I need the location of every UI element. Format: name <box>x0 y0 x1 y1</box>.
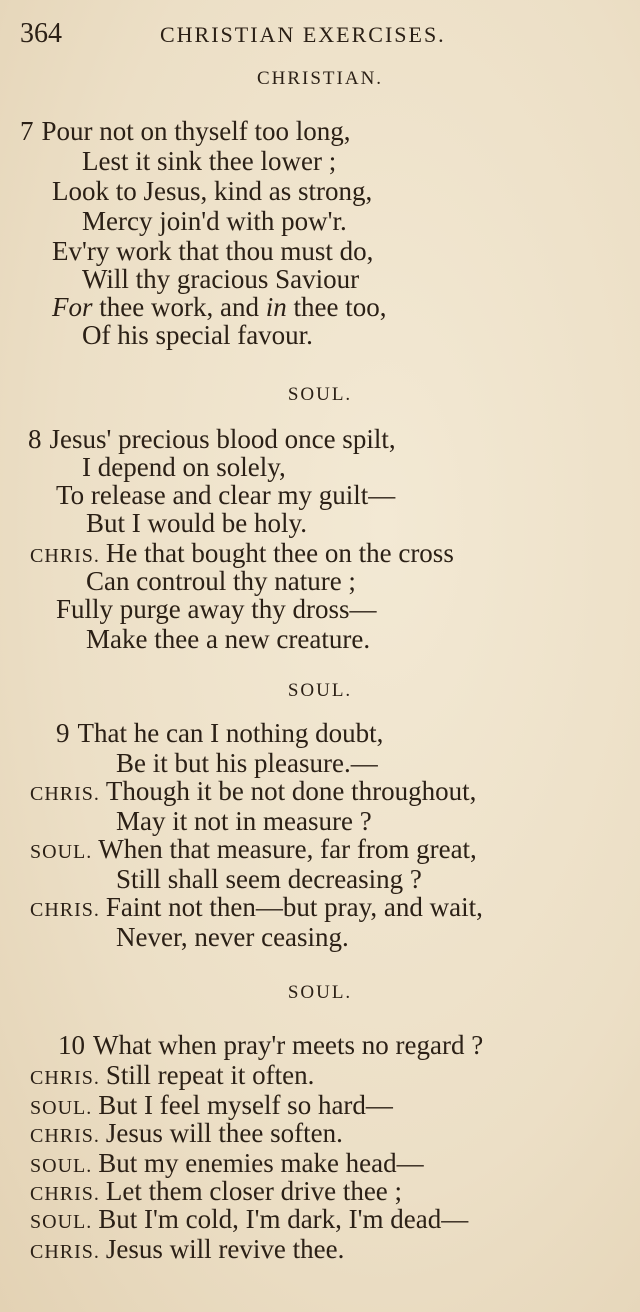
verse-text: Though it be not done throughout, <box>105 776 477 806</box>
page-number: 364 <box>20 18 62 49</box>
verse-text: thee work, and <box>92 292 266 322</box>
italic-word: in <box>265 292 287 322</box>
verse-line <box>30 834 477 865</box>
speaker-label: CHRIS. <box>30 783 100 805</box>
verse-line <box>30 1148 424 1179</box>
verse-line: Be it but his pleasure.— <box>116 748 378 778</box>
verse-text: Still repeat it often. <box>105 1060 315 1090</box>
verse-line <box>58 1030 483 1061</box>
verse-line <box>30 892 483 923</box>
verse-text: Let them closer drive thee ; <box>105 1176 403 1206</box>
verse-text: Jesus will revive thee. <box>105 1234 345 1264</box>
verse-text: What when pray'r meets no regard ? <box>93 1030 484 1060</box>
verse-number: 10 <box>58 1030 85 1060</box>
speaker-heading: SOUL. <box>287 982 353 1003</box>
speaker-label: CHRIS. <box>30 1067 100 1089</box>
verse-line <box>30 1118 343 1149</box>
speaker-heading: SOUL. <box>287 384 353 405</box>
speaker-label: SOUL. <box>30 841 93 863</box>
speaker-heading: SOUL. <box>287 680 353 701</box>
verse-line <box>28 424 396 455</box>
speaker-label: CHRIS. <box>30 1241 100 1263</box>
verse-line: Fully purge away thy dross— <box>56 594 377 624</box>
verse-text: But I'm cold, I'm dark, I'm dead— <box>98 1204 469 1234</box>
verse-line: Of his special favour. <box>82 320 313 350</box>
verse-line <box>30 538 454 569</box>
verse-text: When that measure, far from great, <box>98 834 477 864</box>
verse-line <box>20 116 351 147</box>
verse-line: Will thy gracious Saviour <box>82 264 360 294</box>
verse-line <box>30 1234 344 1265</box>
verse-line: Never, never ceasing. <box>116 922 349 952</box>
verse-line: May it not in measure ? <box>116 806 372 836</box>
verse-text: He that bought thee on the cross <box>105 538 454 568</box>
speaker-label: CHRIS. <box>30 899 100 921</box>
verse-line: I depend on solely, <box>82 452 286 482</box>
verse-text: That he can I nothing doubt, <box>77 718 384 748</box>
verse-text: thee too, <box>286 292 387 322</box>
verse-line <box>30 1060 314 1091</box>
speaker-label: SOUL. <box>30 1155 93 1177</box>
verse-number: 8 <box>28 424 42 454</box>
verse-line: To release and clear my guilt— <box>56 480 396 510</box>
verse-line: Can controul thy nature ; <box>86 566 356 596</box>
verse-line: Make thee a new creature. <box>86 624 371 654</box>
verse-line: Ev'ry work that thou must do, <box>52 236 374 266</box>
verse-text: Jesus will thee soften. <box>105 1118 343 1148</box>
verse-line: Mercy join'd with pow'r. <box>82 206 347 236</box>
speaker-label: CHRIS. <box>30 545 100 567</box>
speaker-heading: CHRISTIAN. <box>256 68 384 89</box>
running-title: CHRISTIAN EXERCISES. <box>160 22 446 47</box>
verse-line <box>30 776 476 807</box>
verse-line: Look to Jesus, kind as strong, <box>52 176 373 206</box>
verse-text: But my enemies make head— <box>98 1148 424 1178</box>
verse-line <box>56 718 383 749</box>
italic-word: For <box>52 292 93 322</box>
verse-text: Pour not on thyself too long, <box>41 116 351 146</box>
verse-line <box>52 292 386 323</box>
verse-line: Still shall seem decreasing ? <box>116 864 422 894</box>
speaker-label: SOUL. <box>30 1097 93 1119</box>
verse-text: Faint not then—but pray, and wait, <box>105 892 483 922</box>
verse-line: But I would be holy. <box>86 508 307 538</box>
verse-line <box>30 1204 468 1235</box>
verse-number: 9 <box>56 718 70 748</box>
speaker-label: CHRIS. <box>30 1183 100 1205</box>
verse-text: But I feel myself so hard— <box>98 1090 393 1120</box>
verse-text: Jesus' precious blood once spilt, <box>49 424 396 454</box>
verse-line <box>30 1090 393 1121</box>
verse-line <box>30 1176 402 1207</box>
verse-line: Lest it sink thee lower ; <box>82 146 337 176</box>
verse-number: 7 <box>20 116 34 146</box>
speaker-label: CHRIS. <box>30 1125 100 1147</box>
speaker-label: SOUL. <box>30 1211 93 1233</box>
